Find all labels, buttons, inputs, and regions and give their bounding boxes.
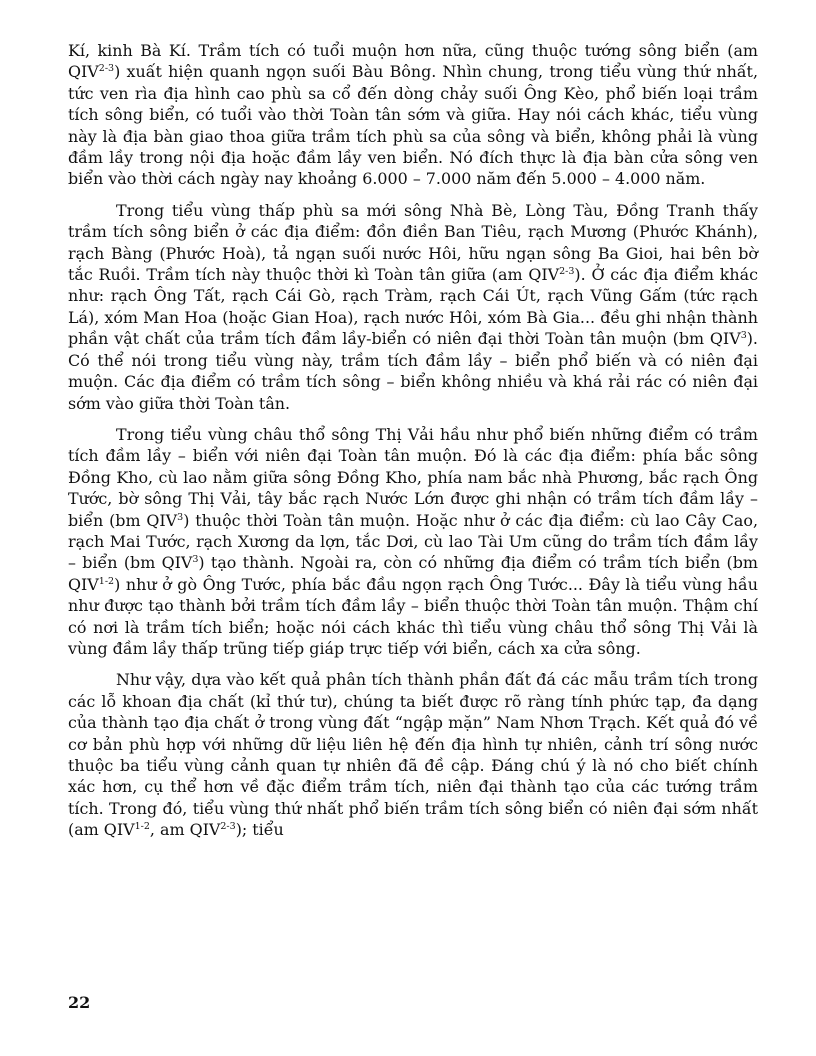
paragraph-2: Trong tiểu vùng thấp phù sa mới sông Nhà Bè, Lòng Tàu, Đồng Tranh thấy trầm tích sông biển ở các địa điểm: đồn điền Ban Tiêu, rạch Mương (Phước Khánh), rạch Bàng (Phước Hoà), tả ngạn suối nước Hôi, hữu ngạn sông Ba Gioi, hai bên bờ tắc Ruồi. Trầm tích này thuộc thời kì Toàn tân giữa (am QIV$^{2-3}$). Ở các địa điểm khác như: rạch Ông Tất, rạch Cái Gò, rạch Tràm, rạch Cái Út, rạch Vũng Gấm (tức rạch Lá), xóm Man Hoa (hoặc Gian Hoa), rạch nước Hôi, xóm Bà Gia... đều ghi nhận thành phần vật chất của trầm tích đầm lầy-biển có niên đại thời Toàn tân muộn (bm QIV$^3$). Có thể nói trong tiểu vùng này, trầm tích đầm lầy – biển phổ biến và có niên đại muộn. Các địa điểm có trầm tích sông – biển không nhiều và khá rải rác có niên đại sớm vào giữa thời Toàn tân. [68,200,758,413]
paragraph-3: Trong tiểu vùng châu thổ sông Thị Vải hầu như phổ biến những điểm có trầm tích đầm lầy – biển với niên đại Toàn tân muộn. Đó là các địa điểm: phía bắc sông Đồng Kho, cù lao nằm giữa sông Đồng Kho, phía nam bắc nhà Phương, bắc rạch Ông Tước, bờ sông Thị Vải, tây bắc rạch Nước Lớn được ghi nhận có trầm tích đầm lầy – biển (bm QIV$^3$) thuộc thời Toàn tân muộn. Hoặc như ở các địa điểm: cù lao Cây Cao, rạch Mai Tước, rạch Xương da lợn, tắc Dơi, cù lao Tài Um cũng do trầm tích đầm lầy – biển (bm QIV$^3$) tạo thành. Ngoài ra, còn có những địa điểm có trầm tích biển (bm QIV$^{1-2}$) như ở gò Ông Tước, phía bắc đầu ngọn rạch Ông Tước... Đây là tiểu vùng hầu như được tạo thành bởi trầm tích đầm lầy – biển thuộc thời Toàn tân muộn. Thậm chí có nơi là trầm tích biển; hoặc nói cách khác thì tiểu vùng châu thổ sông Thị Vải là vùng đầm lầy thấp trũng tiếp giáp trực tiếp với biển, cách xa cửa sông. [68,424,758,658]
page-number: 22 [68,993,91,1012]
page-body [68,40,758,851]
paragraph-4: Như vậy, dựa vào kết quả phân tích thành phần đất đá các mẫu trầm tích trong các lỗ khoan địa chất (kỉ thứ tư), chúng ta biết được rõ ràng tính phức tạp, đa dạng của thành tạo địa chất ở trong vùng đất “ngập mặn” Nam Nhơn Trạch. Kết quả đó về cơ bản phù hợp với những dữ liệu liên hệ đến địa hình tự nhiên, cảnh trí sông nước thuộc ba tiểu vùng cảnh quan tự nhiên đã đề cập. Đáng chú ý là nó cho biết chính xác hơn, cụ thể hơn về đặc điểm trầm tích, niên đại thành tạo của các tướng trầm tích. Trong đó, tiểu vùng thứ nhất phổ biến trầm tích sông biển có niên đại sớm nhất (am QIV$^{1-2}$, am QIV$^{2-3}$); tiểu [68,670,758,840]
paragraph-1: Kí, kinh Bà Kí. Trầm tích có tuổi muộn hơn nữa, cũng thuộc tướng sông biển (am QIV$^{2-3}$) xuất hiện quanh ngọn suối Bàu Bông. Nhìn chung, trong tiểu vùng thứ nhất, tức ven rìa địa hình cao phù sa cổ đến dòng chảy suối Ông Kèo, phổ biến loại trầm tích sông biển, có tuổi vào thời Toàn tân sớm và giữa. Hay nói cách khác, tiểu vùng này là địa bàn giao thoa giữa trầm tích phù sa của sông và biển, không phải là vùng đầm lầy trong nội địa hoặc đầm lầy ven biển. Nó đích thực là địa bàn cửa sông ven biển vào thời cách ngày nay khoảng 6.000 – 7.000 năm đến 5.000 – 4.000 năm. [68,41,758,189]
